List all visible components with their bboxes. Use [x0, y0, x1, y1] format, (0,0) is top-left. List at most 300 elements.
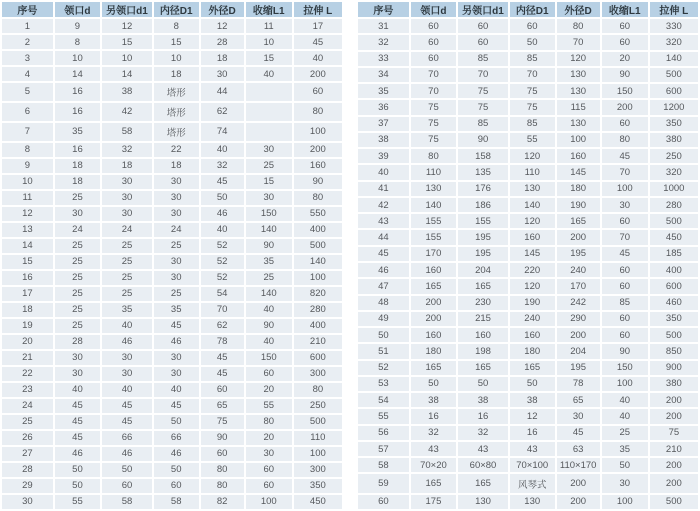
cell: 30 — [102, 367, 152, 381]
cell: 35 — [358, 84, 409, 98]
cell: 16 — [55, 143, 100, 157]
cell: 15 — [2, 255, 53, 269]
cell: 50 — [510, 35, 555, 49]
cell: 350 — [650, 117, 698, 131]
cell: 200 — [650, 474, 698, 492]
table-row — [2, 223, 342, 237]
header-row — [2, 2, 342, 17]
cell: 90 — [246, 319, 292, 333]
cell: 200 — [294, 143, 342, 157]
cell: 70 — [557, 35, 600, 49]
cell: 30 — [2, 495, 53, 509]
cell: 32 — [102, 143, 152, 157]
cell: 450 — [294, 495, 342, 509]
table-row — [2, 103, 342, 121]
cell: 500 — [650, 214, 698, 228]
cell: 90 — [246, 239, 292, 253]
cell: 65 — [557, 393, 600, 407]
cell: 75 — [458, 100, 508, 114]
cell: 25 — [55, 319, 100, 333]
table-row — [2, 351, 342, 365]
cell: 25 — [55, 271, 100, 285]
cell: 32 — [358, 35, 409, 49]
table-row — [358, 377, 698, 391]
cell: 22 — [2, 367, 53, 381]
cell: 12 — [201, 19, 244, 33]
cell: 140 — [294, 255, 342, 269]
cell: 60 — [246, 479, 292, 493]
cell — [246, 83, 292, 101]
cell: 160 — [510, 230, 555, 244]
cell: 60 — [602, 312, 648, 326]
cell: 45 — [55, 431, 100, 445]
cell: 塔形 — [154, 103, 199, 121]
cell: 55 — [358, 409, 409, 423]
cell: 80 — [246, 415, 292, 429]
cell: 60 — [411, 52, 456, 66]
table-row — [2, 367, 342, 381]
cell: 145 — [557, 165, 600, 179]
cell: 24 — [154, 223, 199, 237]
cell: 25 — [55, 191, 100, 205]
column-header: 内径D1 — [154, 2, 199, 17]
cell: 32 — [458, 426, 508, 440]
table-row — [2, 67, 342, 81]
table-row — [358, 133, 698, 147]
cell: 40 — [55, 383, 100, 397]
column-header: 序号 — [2, 2, 53, 17]
table-row — [358, 279, 698, 293]
cell: 60×80 — [458, 458, 508, 472]
column-header: 外径D — [557, 2, 600, 17]
cell: 70×20 — [411, 458, 456, 472]
cell: 45 — [201, 367, 244, 381]
cell: 40 — [294, 51, 342, 65]
cell: 20 — [602, 52, 648, 66]
cell: 58 — [102, 123, 152, 141]
cell: 40 — [602, 409, 648, 423]
cell: 45 — [201, 175, 244, 189]
cell: 1 — [2, 19, 53, 33]
cell: 400 — [294, 319, 342, 333]
cell: 25 — [154, 239, 199, 253]
cell: 220 — [510, 263, 555, 277]
table-row — [2, 383, 342, 397]
cell: 54 — [201, 287, 244, 301]
cell: 12 — [2, 207, 53, 221]
cell: 130 — [510, 182, 555, 196]
column-header: 领口d — [411, 2, 456, 17]
cell: 45 — [55, 415, 100, 429]
cell: 200 — [294, 67, 342, 81]
cell: 40 — [102, 319, 152, 333]
cell: 60 — [102, 479, 152, 493]
cell: 30 — [246, 143, 292, 157]
cell: 60 — [201, 383, 244, 397]
cell: 62 — [201, 319, 244, 333]
cell: 20 — [246, 383, 292, 397]
cell: 45 — [602, 247, 648, 261]
cell: 80 — [201, 463, 244, 477]
cell: 60 — [294, 83, 342, 101]
cell: 75 — [201, 415, 244, 429]
table-row — [2, 123, 342, 141]
cell: 100 — [294, 271, 342, 285]
cell: 78 — [557, 377, 600, 391]
cell: 60 — [458, 35, 508, 49]
cell: 500 — [650, 495, 698, 509]
cell: 45 — [102, 399, 152, 413]
cell: 195 — [458, 230, 508, 244]
cell: 160 — [458, 328, 508, 342]
cell: 60 — [602, 328, 648, 342]
cell: 55 — [510, 133, 555, 147]
cell: 500 — [650, 68, 698, 82]
cell: 100 — [602, 377, 648, 391]
cell: 25 — [102, 271, 152, 285]
cell: 450 — [650, 230, 698, 244]
table-row — [2, 479, 342, 493]
cell: 45 — [294, 35, 342, 49]
table-row — [358, 296, 698, 310]
cell: 38 — [411, 393, 456, 407]
cell: 43 — [458, 442, 508, 456]
cell: 34 — [358, 68, 409, 82]
cell: 180 — [411, 344, 456, 358]
cell: 30 — [102, 207, 152, 221]
cell: 160 — [294, 159, 342, 173]
cell: 20 — [246, 431, 292, 445]
cell: 42 — [358, 198, 409, 212]
cell: 58 — [102, 495, 152, 509]
cell: 58 — [358, 458, 409, 472]
cell: 110 — [411, 165, 456, 179]
cell: 51 — [358, 344, 409, 358]
cell: 120 — [510, 279, 555, 293]
table-row — [2, 159, 342, 173]
column-header: 序号 — [358, 2, 409, 17]
cell: 36 — [358, 100, 409, 114]
cell: 155 — [411, 230, 456, 244]
cell: 13 — [2, 223, 53, 237]
cell: 18 — [154, 159, 199, 173]
cell: 50 — [602, 458, 648, 472]
cell: 30 — [55, 207, 100, 221]
cell: 1000 — [650, 182, 698, 196]
cell: 330 — [650, 19, 698, 33]
table-row — [358, 328, 698, 342]
cell: 57 — [358, 442, 409, 456]
cell: 185 — [650, 247, 698, 261]
cell: 80 — [201, 479, 244, 493]
cell: 43 — [510, 442, 555, 456]
cell: 110 — [294, 431, 342, 445]
cell: 140 — [246, 287, 292, 301]
cell: 74 — [201, 123, 244, 141]
cell: 15 — [246, 175, 292, 189]
cell: 500 — [294, 415, 342, 429]
cell: 18 — [55, 159, 100, 173]
cell: 32 — [201, 159, 244, 173]
cell: 170 — [411, 247, 456, 261]
cell: 60 — [154, 479, 199, 493]
cell: 60 — [510, 19, 555, 33]
cell: 90 — [458, 133, 508, 147]
cell: 50 — [458, 377, 508, 391]
cell: 28 — [55, 335, 100, 349]
cell: 45 — [154, 319, 199, 333]
table-row — [358, 393, 698, 407]
cell: 130 — [458, 495, 508, 509]
cell: 60 — [458, 19, 508, 33]
cell: 60 — [602, 35, 648, 49]
cell: 40 — [201, 223, 244, 237]
table-body — [2, 19, 342, 509]
column-header: 领口d — [55, 2, 100, 17]
cell: 25 — [102, 239, 152, 253]
cell: 75 — [411, 133, 456, 147]
cell: 塔形 — [154, 83, 199, 101]
cell: 320 — [650, 165, 698, 179]
cell: 24 — [2, 399, 53, 413]
cell: 70 — [411, 68, 456, 82]
cell: 190 — [510, 296, 555, 310]
cell: 100 — [602, 495, 648, 509]
table-row — [358, 149, 698, 163]
cell: 460 — [650, 296, 698, 310]
cell: 65 — [201, 399, 244, 413]
cell: 160 — [411, 328, 456, 342]
cell: 48 — [358, 296, 409, 310]
cell: 45 — [55, 399, 100, 413]
cell: 195 — [458, 247, 508, 261]
cell: 90 — [294, 175, 342, 189]
cell: 59 — [358, 474, 409, 492]
cell: 204 — [458, 263, 508, 277]
cell: 60 — [602, 117, 648, 131]
cell: 120 — [557, 52, 600, 66]
header-row — [358, 2, 698, 17]
cell: 9 — [2, 159, 53, 173]
cell: 21 — [2, 351, 53, 365]
table-row — [358, 495, 698, 509]
cell: 17 — [294, 19, 342, 33]
cell: 200 — [411, 296, 456, 310]
cell: 85 — [458, 117, 508, 131]
cell: 100 — [294, 123, 342, 141]
cell: 150 — [246, 351, 292, 365]
cell: 46 — [102, 447, 152, 461]
cell: 60 — [246, 463, 292, 477]
cell: 46 — [201, 207, 244, 221]
cell — [246, 103, 292, 121]
table-row — [358, 84, 698, 98]
cell: 50 — [154, 415, 199, 429]
cell: 175 — [411, 495, 456, 509]
cell: 25 — [55, 255, 100, 269]
cell: 158 — [458, 149, 508, 163]
cell: 8 — [2, 143, 53, 157]
cell: 19 — [2, 319, 53, 333]
cell: 31 — [358, 19, 409, 33]
cell: 16 — [510, 426, 555, 440]
cell: 240 — [557, 263, 600, 277]
cell: 30 — [102, 191, 152, 205]
cell — [246, 123, 292, 141]
cell: 12 — [510, 409, 555, 423]
cell: 380 — [650, 377, 698, 391]
cell: 20 — [2, 335, 53, 349]
cell: 25 — [55, 287, 100, 301]
spec-table-right — [356, 0, 700, 511]
cell: 75 — [411, 117, 456, 131]
cell: 180 — [510, 344, 555, 358]
cell: 45 — [358, 247, 409, 261]
cell: 37 — [358, 117, 409, 131]
cell: 820 — [294, 287, 342, 301]
table-row — [2, 287, 342, 301]
cell: 25 — [55, 303, 100, 317]
cell: 60 — [602, 279, 648, 293]
cell: 160 — [557, 149, 600, 163]
cell: 80 — [294, 103, 342, 121]
cell: 10 — [55, 51, 100, 65]
cell: 38 — [102, 83, 152, 101]
table-row — [2, 83, 342, 101]
table-row — [2, 191, 342, 205]
cell: 230 — [458, 296, 508, 310]
cell: 8 — [55, 35, 100, 49]
cell: 35 — [154, 303, 199, 317]
table-row — [2, 239, 342, 253]
cell: 18 — [201, 51, 244, 65]
cell: 35 — [246, 255, 292, 269]
cell: 25 — [2, 415, 53, 429]
cell: 70 — [602, 230, 648, 244]
cell: 130 — [510, 495, 555, 509]
cell: 70×100 — [510, 458, 555, 472]
cell: 165 — [510, 361, 555, 375]
cell: 33 — [358, 52, 409, 66]
cell: 30 — [602, 474, 648, 492]
cell: 32 — [411, 426, 456, 440]
cell: 25 — [246, 271, 292, 285]
table-row — [2, 143, 342, 157]
table-row — [358, 52, 698, 66]
cell: 90 — [201, 431, 244, 445]
cell: 29 — [2, 479, 53, 493]
cell: 80 — [557, 19, 600, 33]
table-row — [358, 312, 698, 326]
cell: 155 — [458, 214, 508, 228]
cell: 80 — [602, 133, 648, 147]
cell: 170 — [557, 279, 600, 293]
cell: 46 — [154, 335, 199, 349]
table-row — [358, 19, 698, 33]
cell: 38 — [358, 133, 409, 147]
cell: 70 — [411, 84, 456, 98]
table-header — [2, 2, 342, 17]
cell: 50 — [201, 191, 244, 205]
cell: 130 — [557, 84, 600, 98]
cell: 30 — [246, 191, 292, 205]
cell: 60 — [411, 19, 456, 33]
cell: 200 — [602, 100, 648, 114]
table-row — [358, 68, 698, 82]
cell: 38 — [458, 393, 508, 407]
cell: 90 — [602, 68, 648, 82]
cell: 190 — [557, 198, 600, 212]
cell: 40 — [246, 335, 292, 349]
cell: 60 — [602, 263, 648, 277]
cell: 25 — [102, 255, 152, 269]
cell: 46 — [102, 335, 152, 349]
cell: 240 — [510, 312, 555, 326]
cell: 49 — [358, 312, 409, 326]
table-row — [358, 458, 698, 472]
cell: 30 — [154, 271, 199, 285]
cell: 11 — [2, 191, 53, 205]
cell: 60 — [602, 214, 648, 228]
cell: 39 — [358, 149, 409, 163]
table-row — [358, 100, 698, 114]
cell: 塔形 — [154, 123, 199, 141]
cell: 24 — [102, 223, 152, 237]
cell: 43 — [358, 214, 409, 228]
cell: 35 — [55, 123, 100, 141]
table-row — [358, 263, 698, 277]
cell: 60 — [201, 447, 244, 461]
cell: 30 — [602, 198, 648, 212]
cell: 16 — [55, 103, 100, 121]
table-row — [2, 431, 342, 445]
table-row — [358, 182, 698, 196]
cell: 52 — [201, 271, 244, 285]
column-header: 拉伸 L — [650, 2, 698, 17]
cell: 6 — [2, 103, 53, 121]
cell: 9 — [55, 19, 100, 33]
cell: 15 — [102, 35, 152, 49]
cell: 30 — [55, 351, 100, 365]
cell: 75 — [411, 100, 456, 114]
table-row — [358, 198, 698, 212]
table-row — [2, 303, 342, 317]
cell: 200 — [650, 458, 698, 472]
cell: 1200 — [650, 100, 698, 114]
cell: 16 — [2, 271, 53, 285]
cell: 110×170 — [557, 458, 600, 472]
cell: 130 — [557, 68, 600, 82]
cell: 5 — [2, 83, 53, 101]
cell: 63 — [557, 442, 600, 456]
table-header — [358, 2, 698, 17]
cell: 350 — [294, 479, 342, 493]
cell: 100 — [557, 133, 600, 147]
cell: 200 — [411, 312, 456, 326]
cell: 250 — [294, 399, 342, 413]
cell: 11 — [246, 19, 292, 33]
cell: 70 — [510, 68, 555, 82]
cell: 75 — [458, 84, 508, 98]
cell: 58 — [154, 495, 199, 509]
cell: 180 — [557, 182, 600, 196]
cell: 75 — [510, 84, 555, 98]
cell: 14 — [55, 67, 100, 81]
cell: 42 — [102, 103, 152, 121]
cell: 30 — [154, 255, 199, 269]
cell: 23 — [2, 383, 53, 397]
cell: 85 — [510, 117, 555, 131]
